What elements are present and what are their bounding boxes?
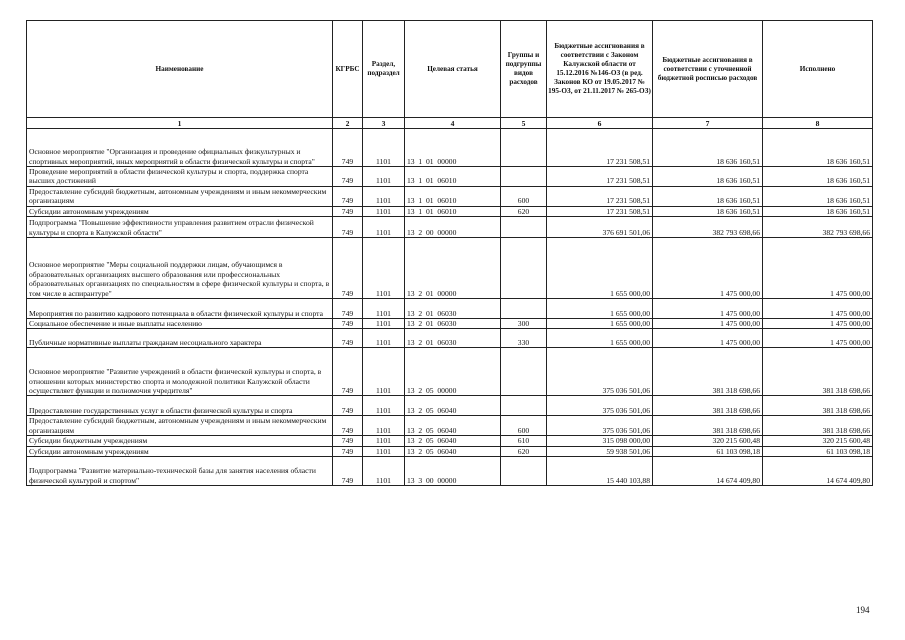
cell-law: 375 036 501,06: [547, 416, 653, 436]
cell-law: 1 655 000,00: [547, 238, 653, 299]
cell-budget: 381 318 698,66: [653, 416, 763, 436]
cell-name: Социальное обеспечение и иные выплаты населению: [27, 319, 333, 329]
column-number: 7: [653, 118, 763, 129]
cell-group: [501, 299, 547, 319]
cell-executed: 1 475 000,00: [763, 238, 873, 299]
cell-executed: 381 318 698,66: [763, 416, 873, 436]
cell-law: 375 036 501,06: [547, 348, 653, 396]
cell-name: Публичные нормативные выплаты гражданам несоциального характера: [27, 329, 333, 348]
table-body: [27, 129, 873, 486]
cell-section: 1101: [363, 329, 405, 348]
cell-section: 1101: [363, 348, 405, 396]
column-number: 2: [333, 118, 363, 129]
header-target: Целевая статья: [405, 21, 501, 118]
cell-target: 13 2 01 06030: [405, 319, 501, 329]
cell-executed: 18 636 160,51: [763, 206, 873, 216]
cell-target: 13 2 05 06040: [405, 416, 501, 436]
cell-name: Предоставление субсидий бюджетным, автономным учреждениям и иным некоммерческим организациям: [27, 186, 333, 206]
cell-target: 13 2 05 06040: [405, 396, 501, 416]
cell-kgrbs: 749: [333, 329, 363, 348]
table-row: [27, 319, 873, 329]
cell-target: 13 2 01 00000: [405, 238, 501, 299]
cell-budget: 320 215 600,48: [653, 436, 763, 446]
cell-group: 600: [501, 416, 547, 436]
column-number: 3: [363, 118, 405, 129]
cell-section: 1101: [363, 206, 405, 216]
cell-group: 300: [501, 319, 547, 329]
cell-section: 1101: [363, 167, 405, 187]
cell-section: 1101: [363, 238, 405, 299]
budget-table: [26, 20, 873, 486]
cell-group: 330: [501, 329, 547, 348]
cell-executed: 1 475 000,00: [763, 299, 873, 319]
table-row: [27, 436, 873, 446]
cell-section: 1101: [363, 396, 405, 416]
cell-law: 17 231 508,51: [547, 186, 653, 206]
cell-kgrbs: 749: [333, 348, 363, 396]
cell-group: 620: [501, 446, 547, 456]
cell-name: Проведение мероприятий в области физической культуры и спорта, поддержка спорта высших достижений: [27, 167, 333, 187]
cell-target: 13 1 01 00000: [405, 129, 501, 167]
cell-name: Основное мероприятие "Организация и проведение официальных физкультурных и спортивных мероприятий, иных мероприятий в области физической культуры и спорта": [27, 129, 333, 167]
cell-section: 1101: [363, 129, 405, 167]
cell-budget: 14 674 409,80: [653, 457, 763, 486]
cell-executed: 18 636 160,51: [763, 167, 873, 187]
column-number: 1: [27, 118, 333, 129]
table-row: [27, 299, 873, 319]
cell-target: 13 2 01 06030: [405, 329, 501, 348]
column-number: 8: [763, 118, 873, 129]
header-name: Наименование: [27, 21, 333, 118]
cell-executed: 1 475 000,00: [763, 319, 873, 329]
cell-group: [501, 167, 547, 187]
table-row: [27, 186, 873, 206]
table-row: [27, 416, 873, 436]
cell-target: 13 1 01 06010: [405, 186, 501, 206]
cell-law: 17 231 508,51: [547, 129, 653, 167]
column-number: 5: [501, 118, 547, 129]
cell-law: 17 231 508,51: [547, 167, 653, 187]
column-number: 4: [405, 118, 501, 129]
cell-law: 15 440 103,88: [547, 457, 653, 486]
cell-law: 59 938 501,06: [547, 446, 653, 456]
cell-target: 13 2 05 06040: [405, 446, 501, 456]
header-section: Раздел, подраздел: [363, 21, 405, 118]
cell-kgrbs: 749: [333, 186, 363, 206]
cell-name: Субсидии автономным учреждениям: [27, 206, 333, 216]
cell-executed: 381 318 698,66: [763, 348, 873, 396]
cell-budget: 18 636 160,51: [653, 167, 763, 187]
cell-target: 13 1 01 06010: [405, 206, 501, 216]
header-group: Группы и подгруппы видов расходов: [501, 21, 547, 118]
cell-section: 1101: [363, 217, 405, 238]
column-number: 6: [547, 118, 653, 129]
cell-section: 1101: [363, 416, 405, 436]
cell-target: 13 2 05 00000: [405, 348, 501, 396]
cell-section: 1101: [363, 436, 405, 446]
cell-budget: 1 475 000,00: [653, 329, 763, 348]
cell-executed: 18 636 160,51: [763, 129, 873, 167]
cell-executed: 18 636 160,51: [763, 186, 873, 206]
cell-budget: 381 318 698,66: [653, 396, 763, 416]
cell-executed: 14 674 409,80: [763, 457, 873, 486]
cell-kgrbs: 749: [333, 436, 363, 446]
header-executed: Исполнено: [763, 21, 873, 118]
cell-law: 1 655 000,00: [547, 299, 653, 319]
cell-kgrbs: 749: [333, 416, 363, 436]
table-row: [27, 348, 873, 396]
table-row: [27, 206, 873, 216]
cell-budget: 1 475 000,00: [653, 319, 763, 329]
cell-executed: 382 793 698,66: [763, 217, 873, 238]
cell-name: Предоставление государственных услуг в области физической культуры и спорта: [27, 396, 333, 416]
cell-target: 13 2 01 06030: [405, 299, 501, 319]
cell-budget: 18 636 160,51: [653, 186, 763, 206]
cell-section: 1101: [363, 299, 405, 319]
cell-budget: 382 793 698,66: [653, 217, 763, 238]
cell-kgrbs: 749: [333, 129, 363, 167]
cell-budget: 381 318 698,66: [653, 348, 763, 396]
cell-kgrbs: 749: [333, 396, 363, 416]
cell-name: Субсидии автономным учреждениям: [27, 446, 333, 456]
header-law: Бюджетные ассигнования в соответствии с Законом Калужской области от 15.12.2016 №146-ОЗ (в ред. Законов КО от 19.05.2017 № 195-ОЗ, от 21.11.2017 № 265-ОЗ): [547, 21, 653, 118]
cell-group: 610: [501, 436, 547, 446]
cell-kgrbs: 749: [333, 217, 363, 238]
cell-kgrbs: 749: [333, 319, 363, 329]
cell-executed: 320 215 600,48: [763, 436, 873, 446]
cell-law: 375 036 501,06: [547, 396, 653, 416]
table-row: [27, 457, 873, 486]
table-row: [27, 238, 873, 299]
cell-law: 17 231 508,51: [547, 206, 653, 216]
cell-name: Подпрограмма "Повышение эффективности управления развитием отрасли физической культуры и спорта в Калужской области": [27, 217, 333, 238]
header-budget: Бюджетные ассигнования в соответствии с уточненной бюджетной росписью расходов: [653, 21, 763, 118]
cell-name: Подпрограмма "Развитие материально-технической базы для занятия населения области физической культурой и спортом": [27, 457, 333, 486]
page-number: 194: [856, 605, 870, 615]
cell-law: 1 655 000,00: [547, 319, 653, 329]
table-row: [27, 446, 873, 456]
cell-name: Основное мероприятие "Меры социальной поддержки лицам, обучающимся в образовательных организациях высшего образования или профессиональных образовательных организациях по специальностям в сфере физической культуры и спорта, в том числе в аспирантуре": [27, 238, 333, 299]
cell-kgrbs: 749: [333, 167, 363, 187]
header-row: [27, 21, 873, 118]
cell-target: 13 1 01 06010: [405, 167, 501, 187]
cell-law: 315 098 000,00: [547, 436, 653, 446]
cell-budget: 18 636 160,51: [653, 129, 763, 167]
cell-executed: 1 475 000,00: [763, 329, 873, 348]
cell-law: 1 655 000,00: [547, 329, 653, 348]
cell-kgrbs: 749: [333, 446, 363, 456]
cell-section: 1101: [363, 446, 405, 456]
cell-group: [501, 238, 547, 299]
cell-group: [501, 217, 547, 238]
cell-group: [501, 129, 547, 167]
table-row: [27, 167, 873, 187]
cell-group: [501, 348, 547, 396]
cell-group: [501, 396, 547, 416]
cell-kgrbs: 749: [333, 206, 363, 216]
cell-section: 1101: [363, 186, 405, 206]
cell-group: [501, 457, 547, 486]
cell-budget: 18 636 160,51: [653, 206, 763, 216]
cell-name: Основное мероприятие "Развитие учреждений в области физической культуры и спорта, в отношении которых министерство спорта и молодежной политики Калужской области осуществляет функции и полномочия учредителя": [27, 348, 333, 396]
cell-name: Мероприятия по развитию кадрового потенциала в области физической культуры и спорта: [27, 299, 333, 319]
cell-section: 1101: [363, 319, 405, 329]
cell-name: Субсидии бюджетным учреждениям: [27, 436, 333, 446]
cell-section: 1101: [363, 457, 405, 486]
cell-executed: 61 103 098,18: [763, 446, 873, 456]
cell-group: 600: [501, 186, 547, 206]
cell-budget: 1 475 000,00: [653, 238, 763, 299]
cell-target: 13 2 05 06040: [405, 436, 501, 446]
cell-target: 13 3 00 00000: [405, 457, 501, 486]
cell-kgrbs: 749: [333, 299, 363, 319]
cell-kgrbs: 749: [333, 457, 363, 486]
cell-name: Предоставление субсидий бюджетным, автономным учреждениям и иным некоммерческим организациям: [27, 416, 333, 436]
header-kgrbs: КГРБС: [333, 21, 363, 118]
cell-budget: 1 475 000,00: [653, 299, 763, 319]
table-row: [27, 396, 873, 416]
cell-executed: 381 318 698,66: [763, 396, 873, 416]
table-row: [27, 217, 873, 238]
column-numbers-row: [27, 118, 873, 129]
table-row: [27, 329, 873, 348]
table-row: [27, 129, 873, 167]
cell-group: 620: [501, 206, 547, 216]
cell-kgrbs: 749: [333, 238, 363, 299]
cell-budget: 61 103 098,18: [653, 446, 763, 456]
cell-target: 13 2 00 00000: [405, 217, 501, 238]
cell-law: 376 691 501,06: [547, 217, 653, 238]
